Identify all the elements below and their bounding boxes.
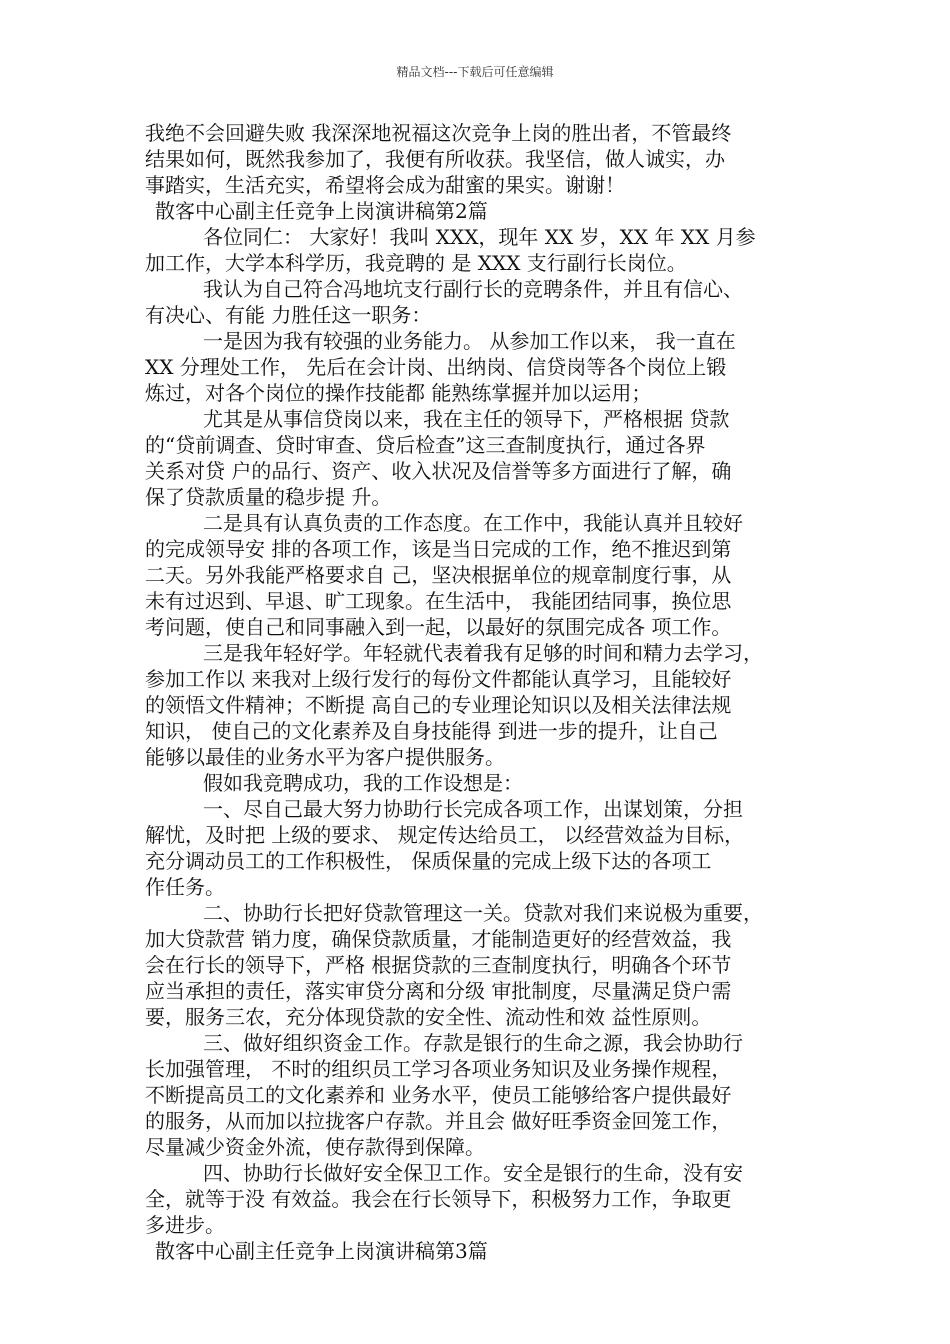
body-line: 我绝不会回避失败 我深深地祝福这次竞争上岗的胜出者，不管最终: [145, 121, 732, 145]
body-line: XX 分理处工作， 先后在会计岗、出纳岗、信贷岗等各个岗位上锻: [145, 355, 727, 379]
body-line: 的“贷前调查、贷时审查、贷后检查”这三查制度执行，通过各界: [145, 433, 706, 457]
paragraph-start: 我认为自己符合冯地坑支行副行长的竞聘条件，并且有信心、: [203, 277, 743, 301]
body-line: 考问题，使自己和同事融入到一起，以最好的氛围完成各 项工作。: [145, 615, 732, 639]
body-line: 不断提高员工的文化素养和 业务水平，使员工能够给客户提供最好: [145, 1083, 732, 1107]
paragraph-start: 四、协助行长做好安全保卫工作。安全是银行的生命，没有安: [203, 1161, 743, 1185]
paragraph-start: 三、做好组织资金工作。存款是银行的生命之源，我会协助行: [203, 1031, 743, 1055]
body-line: 未有过迟到、早退、旷工现象。在生活中， 我能团结同事，换位思: [145, 589, 732, 613]
paragraph-start: 假如我竞聘成功，我的工作设想是：: [203, 771, 523, 795]
body-line: 应当承担的责任，落实审贷分离和分级 审批制度，尽量满足贷户需: [145, 979, 732, 1003]
paragraph-start: 二、协助行长把好贷款管理这一关。贷款对我们来说极为重要，: [203, 901, 763, 925]
section-title: 散客中心副主任竞争上岗演讲稿第3篇: [155, 1239, 488, 1263]
body-line: 事踏实，生活充实，希望将会成为甜蜜的果实。谢谢！: [145, 173, 625, 197]
body-line: 参加工作以 来我对上级行发行的每份文件都能认真学习，且能较好: [145, 667, 732, 691]
body-line: 加大贷款营 销力度，确保贷款质量，才能制造更好的经营效益，我: [145, 927, 732, 951]
body-line: 多进步。: [145, 1213, 225, 1237]
section-title: 散客中心副主任竞争上岗演讲稿第2篇: [155, 199, 488, 223]
body-line: 炼过，对各个岗位的操作技能都 能熟练掌握并加以运用；: [145, 381, 652, 405]
paragraph-start: 一、尽自己最大努力协助行长完成各项工作，出谋划策，分担: [203, 797, 743, 821]
paragraph-start: 二是具有认真负责的工作态度。在工作中，我能认真并且较好: [203, 511, 743, 535]
body-line: 的完成领导安 排的各项工作，该是当日完成的工作，绝不推迟到第: [145, 537, 732, 561]
paragraph-start: 一是因为我有较强的业务能力。 从参加工作以来， 我一直在: [203, 329, 736, 353]
page-header: 精品文档---下载后可任意编辑: [396, 65, 554, 79]
body-line: 要，服务三农，充分体现贷款的安全性、流动性和效 益性原则。: [145, 1005, 712, 1029]
document-body: [145, 120, 813, 1264]
body-line: 解忧，及时把 上级的要求、 规定传达给员工， 以经营效益为目标，: [145, 823, 745, 847]
body-line: 作任务。: [145, 875, 225, 899]
paragraph-start: 三是我年轻好学。年轻就代表着我有足够的时间和精力去学习，: [203, 641, 763, 665]
body-line: 有决心、有能 力胜任这一职务：: [145, 303, 432, 327]
body-line: 二天。另外我能严格要求自 己，坚决根据单位的规章制度行事，从: [145, 563, 732, 587]
body-line: 能够以最佳的业务水平为客户提供服务。: [145, 745, 505, 769]
body-line: 保了贷款质量的稳步提 升。: [145, 485, 392, 509]
body-line: 会在行长的领导下，严格 根据贷款的三查制度执行，明确各个环节: [145, 953, 732, 977]
body-line: 知识， 使自己的文化素养及自身技能得 到进一步的提升，让自己: [145, 719, 718, 743]
body-line: 全，就等于没 有效益。我会在行长领导下，积极努力工作，争取更: [145, 1187, 732, 1211]
body-line: 长加强管理， 不时的组织员工学习各项业务知识及业务操作规程，: [145, 1057, 732, 1081]
body-line: 的服务，从而加以拉拢客户存款。并且会 做好旺季资金回笼工作，: [145, 1109, 732, 1133]
paragraph-start: 尤其是从事信贷岗以来，我在主任的领导下，严格根据 贷款: [203, 407, 730, 431]
body-line: 结果如何，既然我参加了，我便有所收获。我坚信，做人诚实，办: [145, 147, 725, 171]
paragraph-start: 各位同仁： 大家好！我叫 XXX，现年 XX 岁，XX 年 XX 月参: [203, 225, 756, 249]
body-line: 充分调动员工的工作积极性， 保质保量的完成上级下达的各项工: [145, 849, 712, 873]
body-line: 加工作，大学本科学历，我竞聘的 是 XXX 支行副行长岗位。: [145, 251, 687, 275]
body-line: 的领悟文件精神；不断提 高自己的专业理论知识以及相关法律法规: [145, 693, 732, 717]
body-line: 关系对贷 户的品行、资产、收入状况及信誉等多方面进行了解，确: [145, 459, 732, 483]
body-line: 尽量减少资金外流，使存款得到保障。: [145, 1135, 485, 1159]
